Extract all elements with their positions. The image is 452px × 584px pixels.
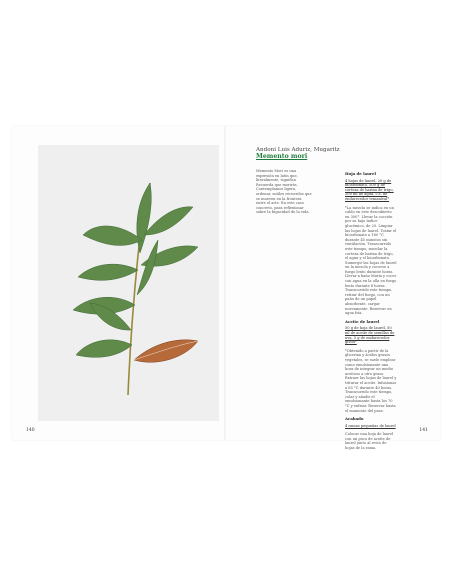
- left-page: [12, 126, 226, 440]
- section-heading: Hoja de laurel: [345, 171, 376, 176]
- section-ingredients: 50 g de hoja de laurel, 50 ml de aceite de semillas de uva, 5 g de endurecedor glicol*: [345, 326, 395, 345]
- intro-paragraph: Memento Mori es una expresión en latín que, literalmente, significa Recuerda que morirás. Contemplamos ligera, ordenar, sutiles recuerdos que se mueven en la frontera entre el arte. En este caso concreto, para reflexionar sobre la fugacidad de la vida.: [256, 169, 312, 215]
- bay-leaf-branch-photo: [38, 145, 219, 421]
- page-number-left: 140: [26, 428, 35, 433]
- author-name: Andoni Luis Aduriz, Mugaritz: [256, 147, 340, 153]
- section-acabado: [345, 417, 397, 451]
- recipe-column: [345, 169, 397, 455]
- section-body: *La mezcla se indica en un caldo en este descubierto en 300°. Llevar la cocción por su bajo índice glucémico, de 20. Limpiar las hojas de laurel. Tostar el bicarbonato a 160 °C durante 45 minutos sin ventilación. Transcurrido este tiempo, mezclar la corteza de harina de trigo, el agua y el bicarbonato. Sumergir las hojas de laurel en la mezcla y cocerse a fuego lento durante horas. Llevar a baño María y cocer con agua en la olla en fuego lento durante 8 horas. Transcurrido este tiempo, retirar del fuego, con un paño de un papel absorbente, cargar nuevamente. Reservar en agua fría.: [345, 205, 397, 316]
- section-heading: Acabado: [345, 416, 364, 422]
- book-spread: [12, 126, 440, 451]
- section-aceite-de-laurel: [345, 320, 397, 413]
- section-heading: Aceite de laurel: [345, 318, 380, 324]
- section-ingredients: 4 hojas de laurel, 20 g de bicarbonato, 500 g de corteza de harina de trigo, 200 ml de agua, c.s. de endurecedor temaníval*: [345, 178, 394, 201]
- leaf-branch-illustration: [38, 145, 219, 421]
- intro-column: [256, 169, 312, 219]
- section-body: Colocar una hoja de laurel con un poco de aceite de laurel junto al resto de hojas de la rama.: [345, 432, 394, 451]
- section-body: *Obtenido a partir de la glicerina y ácidos grasos vegetales, se suele emplear como emulsionante una hora de integrar un medio aceitoso a otro graso. Extraer las hojas de laurel y triturar el aceite. Infusionar a 65 °C durante 40 horas. Transcurrido este tiempo, colar y añadir el emulsionante hasta los 70 °C y enfriar. Reservar hasta el momento del pase.: [345, 348, 397, 413]
- dish-title: Memento mori: [256, 153, 308, 160]
- page-number-right: 141: [419, 428, 428, 433]
- section-hoja-de-laurel: [345, 172, 397, 316]
- section-ingredients: 4 ramas pequeñas de laurel: [345, 423, 396, 428]
- right-page: [226, 126, 440, 451]
